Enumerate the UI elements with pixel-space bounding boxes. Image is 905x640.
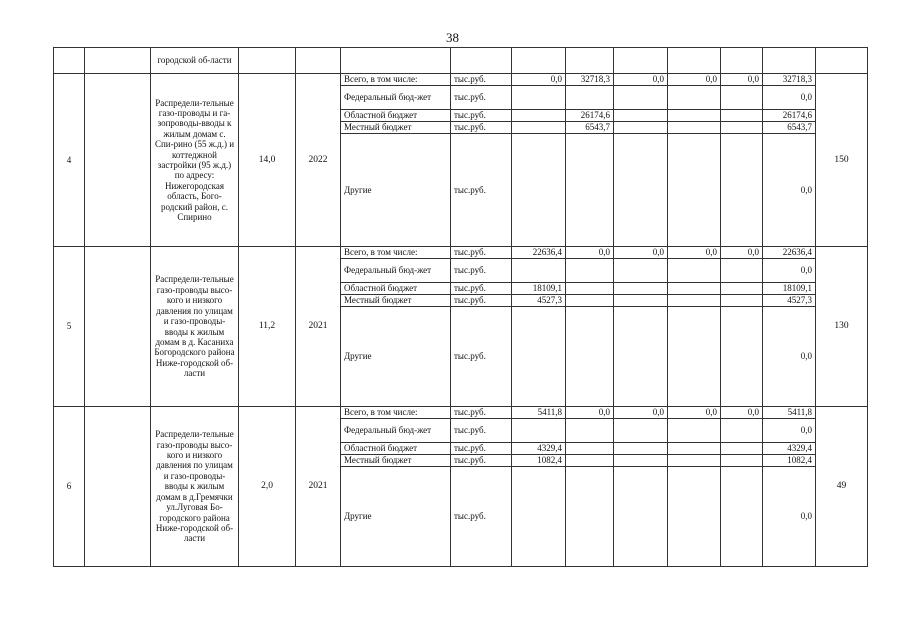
row-number: 6 (54, 407, 85, 567)
total-cell: 6543,7 (763, 122, 816, 134)
unit-cell: тыс.руб. (451, 407, 512, 419)
project-name: Распредели-тельные газо-проводы высо-кого и низкого давления по улицам и газо-проводы-вводы к жилым домам в д. Касаниха Богородского района Ниже-городской об-ласти (151, 247, 239, 407)
value-cell (614, 295, 668, 307)
value-cell (566, 86, 614, 110)
funding-source-label: Местный бюджет (341, 122, 451, 134)
value-cell (668, 122, 721, 134)
investment-table (53, 47, 868, 567)
value-cell (721, 443, 763, 455)
value-cell (721, 86, 763, 110)
unit-cell: тыс.руб. (451, 419, 512, 443)
houses-count: 130 (816, 247, 868, 407)
value-cell (566, 419, 614, 443)
funding-source-label: Местный бюджет (341, 295, 451, 307)
value-cell (512, 134, 566, 247)
value-cell (566, 455, 614, 467)
value-cell (512, 307, 566, 407)
value-cell (721, 122, 763, 134)
total-cell: 0,0 (763, 86, 816, 110)
value-cell: 26174,6 (566, 110, 614, 122)
empty-cell (85, 247, 151, 407)
value-cell: 32718,3 (566, 74, 614, 86)
funding-source-label: Областной бюджет (341, 443, 451, 455)
value-cell: 5411,8 (512, 407, 566, 419)
funding-source-label: Местный бюджет (341, 455, 451, 467)
value-cell: 6543,7 (566, 122, 614, 134)
value-cell (668, 295, 721, 307)
value-cell (566, 283, 614, 295)
value-cell (512, 419, 566, 443)
total-cell: 26174,6 (763, 110, 816, 122)
value-cell: 0,0 (614, 74, 668, 86)
value-cell (721, 134, 763, 247)
value-cell: 0,0 (721, 247, 763, 259)
funding-source-label: Федеральный бюд-жет (341, 86, 451, 110)
value-cell (614, 307, 668, 407)
continuation-row (54, 48, 868, 74)
value-cell (566, 295, 614, 307)
value-cell (668, 283, 721, 295)
value-cell (614, 419, 668, 443)
total-cell: 0,0 (763, 467, 816, 567)
funding-source-label: Другие (341, 134, 451, 247)
value-cell: 0,0 (614, 407, 668, 419)
value-cell: 0,0 (668, 407, 721, 419)
value-cell (512, 259, 566, 283)
value-cell (512, 467, 566, 567)
value-cell (668, 443, 721, 455)
unit-cell: тыс.руб. (451, 74, 512, 86)
value-cell (721, 455, 763, 467)
funding-source-label: Федеральный бюд-жет (341, 419, 451, 443)
total-cell: 0,0 (763, 419, 816, 443)
value-cell (614, 467, 668, 567)
table-row (54, 247, 868, 259)
unit-cell: тыс.руб. (451, 86, 512, 110)
value-cell (668, 110, 721, 122)
total-cell: 5411,8 (763, 407, 816, 419)
value-cell (721, 307, 763, 407)
value-cell (721, 110, 763, 122)
value-cell (721, 295, 763, 307)
empty-cell (85, 74, 151, 247)
total-cell: 0,0 (763, 134, 816, 247)
value-cell: 0,0 (668, 74, 721, 86)
unit-cell: тыс.руб. (451, 443, 512, 455)
value-cell (721, 283, 763, 295)
value-cell (668, 307, 721, 407)
total-cell: 32718,3 (763, 74, 816, 86)
value-cell: 4527,3 (512, 295, 566, 307)
houses-count: 49 (816, 407, 868, 567)
value-cell (721, 259, 763, 283)
unit-cell: тыс.руб. (451, 110, 512, 122)
project-name: Распредели-тельные газо-проводы высо-кого и низкого давления по улицам и газо-проводы-вводы к жилым домам в д.Гремячки ул.Луговая Бо-городского района Ниже-городской об-ласти (151, 407, 239, 567)
year-cell: 2021 (296, 247, 341, 407)
funding-source-label: Всего, в том числе: (341, 407, 451, 419)
value-cell (512, 86, 566, 110)
value-cell (566, 467, 614, 567)
unit-cell: тыс.руб. (451, 295, 512, 307)
value-cell (614, 122, 668, 134)
value-cell (614, 443, 668, 455)
value-cell: 0,0 (668, 247, 721, 259)
unit-cell: тыс.руб. (451, 122, 512, 134)
value-cell (721, 467, 763, 567)
value-cell: 18109,1 (512, 283, 566, 295)
row-number: 4 (54, 74, 85, 247)
total-cell: 0,0 (763, 307, 816, 407)
empty-cell (85, 407, 151, 567)
unit-cell: тыс.руб. (451, 134, 512, 247)
value-cell (512, 110, 566, 122)
table-row (54, 407, 868, 419)
value-cell (721, 419, 763, 443)
value-cell (614, 110, 668, 122)
year-cell: 2021 (296, 407, 341, 567)
total-cell: 4329,4 (763, 443, 816, 455)
value-cell: 0,0 (721, 407, 763, 419)
value-cell (614, 283, 668, 295)
project-name: Распредели-тельные газо-проводы и га-зопроводы-вводы к жилым домам с. Спи-рино (55 ж.д.) и коттеджной застройки (95 ж.д.) по адресу: Нижегородская область, Бого-родский район, с. Спирино (151, 74, 239, 247)
unit-cell: тыс.руб. (451, 283, 512, 295)
value-cell (614, 259, 668, 283)
funding-source-label: Федеральный бюд-жет (341, 259, 451, 283)
value-cell: 0,0 (566, 407, 614, 419)
unit-cell: тыс.руб. (451, 467, 512, 567)
funding-source-label: Областной бюджет (341, 283, 451, 295)
value-cell: 0,0 (566, 247, 614, 259)
value-cell: 1082,4 (512, 455, 566, 467)
row-number: 5 (54, 247, 85, 407)
funding-source-label: Другие (341, 307, 451, 407)
value-cell (668, 259, 721, 283)
value-cell: 22636,4 (512, 247, 566, 259)
total-cell: 0,0 (763, 259, 816, 283)
pipeline-length: 11,2 (239, 247, 296, 407)
unit-cell: тыс.руб. (451, 307, 512, 407)
houses-count: 150 (816, 74, 868, 247)
value-cell (566, 134, 614, 247)
value-cell: 4329,4 (512, 443, 566, 455)
value-cell: 0,0 (721, 74, 763, 86)
unit-cell: тыс.руб. (451, 455, 512, 467)
total-cell: 1082,4 (763, 455, 816, 467)
value-cell (566, 307, 614, 407)
total-cell: 22636,4 (763, 247, 816, 259)
value-cell (614, 86, 668, 110)
value-cell (566, 443, 614, 455)
funding-source-label: Другие (341, 467, 451, 567)
value-cell (668, 467, 721, 567)
page-number: 38 (446, 30, 459, 45)
value-cell: 0,0 (614, 247, 668, 259)
pipeline-length: 14,0 (239, 74, 296, 247)
total-cell: 18109,1 (763, 283, 816, 295)
unit-cell: тыс.руб. (451, 259, 512, 283)
value-cell (614, 134, 668, 247)
value-cell (668, 134, 721, 247)
value-cell (512, 122, 566, 134)
funding-source-label: Всего, в том числе: (341, 247, 451, 259)
year-cell: 2022 (296, 74, 341, 247)
funding-source-label: Областной бюджет (341, 110, 451, 122)
value-cell (668, 86, 721, 110)
value-cell (668, 455, 721, 467)
value-cell (566, 259, 614, 283)
table-row (54, 74, 868, 86)
project-name-tail: городской об-ласти (151, 48, 239, 74)
funding-source-label: Всего, в том числе: (341, 74, 451, 86)
value-cell (614, 455, 668, 467)
unit-cell: тыс.руб. (451, 247, 512, 259)
value-cell: 0,0 (512, 74, 566, 86)
total-cell: 4527,3 (763, 295, 816, 307)
pipeline-length: 2,0 (239, 407, 296, 567)
value-cell (668, 419, 721, 443)
